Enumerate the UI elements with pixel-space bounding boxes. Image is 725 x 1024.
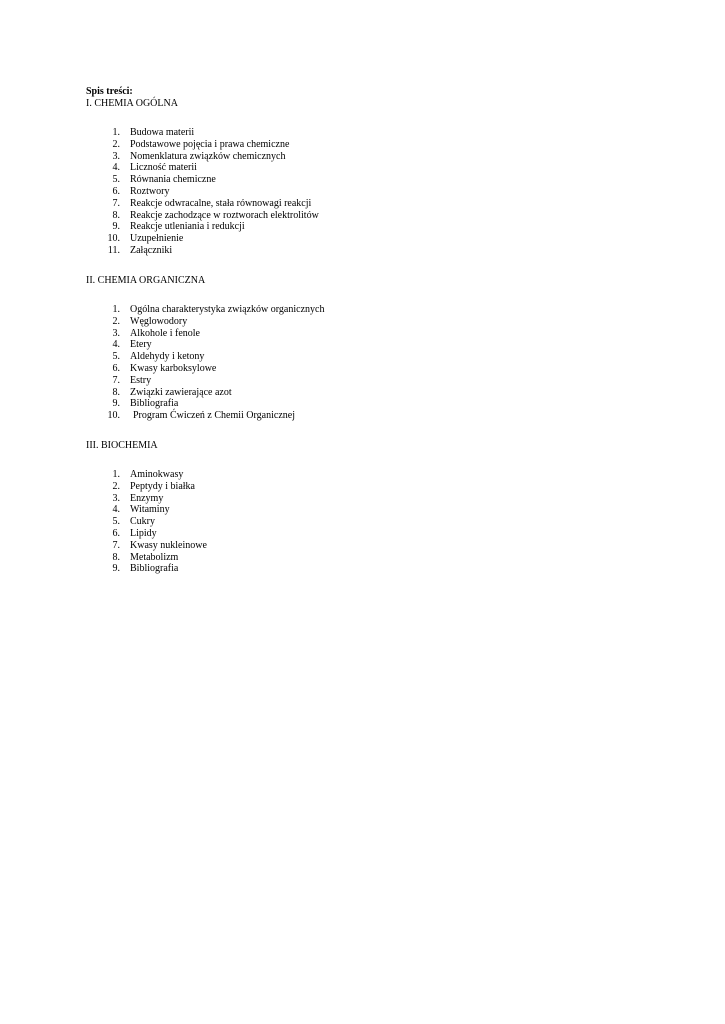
item-number: 8. (112, 551, 120, 563)
item-label: Węglowodory (130, 315, 188, 327)
item-label: Metabolizm (130, 551, 179, 563)
item-number: 4. (112, 504, 120, 516)
item-number: 4. (112, 339, 120, 351)
item-number: 6. (112, 185, 120, 197)
item-label: Estry (130, 374, 152, 386)
item-label: Ogólna charakterystyka związków organicznych (130, 304, 325, 315)
item-label: Aminokwasy (130, 469, 184, 480)
item-number: 8. (112, 209, 120, 221)
item-label: Reakcje odwracalne, stała równowagi reakcji (130, 197, 312, 209)
item-number: 4. (112, 162, 120, 174)
item-number: 7. (112, 197, 120, 209)
item-label: Kwasy nukleinowe (130, 539, 207, 551)
item-label: Kwasy karboksylowe (130, 362, 217, 374)
item-label: Etery (130, 339, 152, 351)
item-label: Liczność materii (130, 162, 197, 174)
item-label: Witaminy (130, 504, 170, 516)
item-label: Aldehydy i ketony (130, 351, 205, 363)
item-number: 3. (112, 150, 120, 162)
item-number: 6. (112, 527, 120, 539)
item-label: Nomenklatura związków chemicznych (130, 150, 286, 162)
item-number: 3. (112, 327, 120, 339)
section-title-chemia-ogolna: I. CHEMIA OGÓLNA (86, 98, 178, 109)
item-number: 5. (112, 351, 120, 363)
item-label: Cukry (130, 516, 155, 528)
item-label: Równania chemiczne (130, 174, 216, 186)
item-number: 2. (112, 480, 120, 492)
section-title-chemia-organiczna: II. CHEMIA ORGANICZNA (86, 275, 206, 286)
item-number: 2. (112, 315, 120, 327)
item-label: Enzymy (130, 492, 164, 504)
item-label: Bibliografia (130, 563, 179, 575)
item-number: 7. (112, 374, 120, 386)
item-label: Związki zawierające azot (130, 386, 232, 398)
item-number: 9. (112, 398, 120, 410)
item-number: 1. (112, 469, 120, 480)
item-label: Reakcje utleniania i redukcji (130, 221, 245, 233)
item-label: Bibliografia (130, 398, 179, 410)
item-label: Program Ćwiczeń z Chemii Organicznej (133, 410, 295, 422)
item-label: Reakcje zachodzące w roztworach elektrolitów (130, 209, 319, 221)
item-number: 3. (112, 492, 120, 504)
item-number: 5. (112, 174, 120, 186)
item-label: Załączniki (130, 244, 173, 256)
item-label: Budowa materii (130, 127, 195, 138)
item-label: Lipidy (130, 527, 157, 539)
item-label: Alkohole i fenole (130, 327, 200, 339)
item-number: 1. (112, 304, 120, 315)
item-label: Roztwory (130, 185, 170, 197)
item-number: 11. (107, 244, 120, 256)
item-number: 8. (112, 386, 120, 398)
item-number: 10. (107, 233, 120, 245)
item-label: Uzupełnienie (130, 233, 184, 245)
item-number: 7. (112, 539, 120, 551)
item-number: 10. (107, 410, 120, 422)
item-label: Peptydy i białka (130, 480, 195, 492)
section-title-biochemia: III. BIOCHEMIA (86, 440, 158, 451)
item-number: 1. (112, 127, 120, 138)
toc-heading: Spis treści: (86, 86, 133, 97)
item-number: 6. (112, 362, 120, 374)
item-number: 2. (112, 138, 120, 150)
item-number: 5. (112, 516, 120, 528)
item-label: Podstawowe pojęcia i prawa chemiczne (130, 138, 290, 150)
item-number: 9. (112, 221, 120, 233)
item-number: 9. (112, 563, 120, 575)
